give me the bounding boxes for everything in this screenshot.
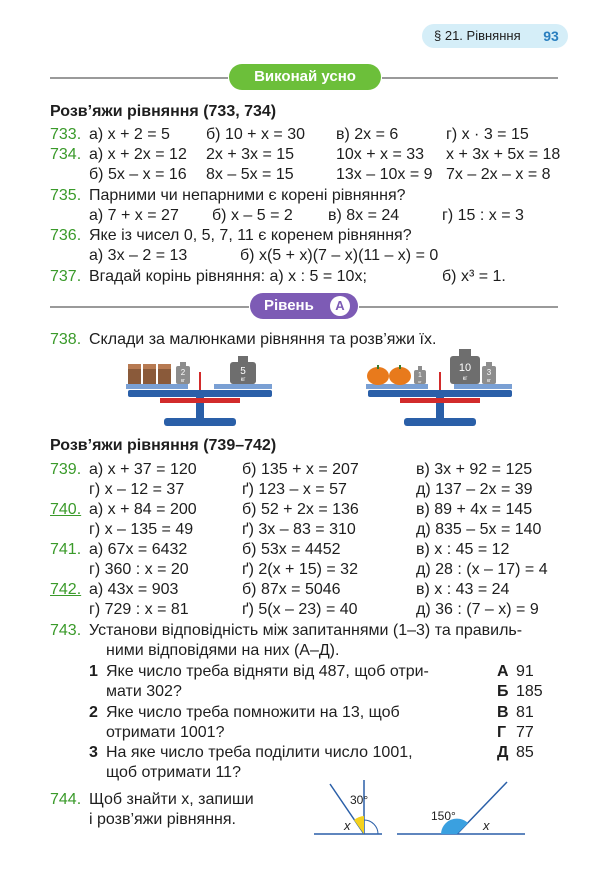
banner-oral: Виконай усно xyxy=(229,64,381,90)
banner-level xyxy=(250,293,358,319)
weight-label-10: 10 xyxy=(458,362,472,374)
box-icon xyxy=(128,364,171,384)
problem-734-number: 734. xyxy=(50,146,82,163)
problem-741-r2-2: д) 28 : (x – 17) = 4 xyxy=(416,561,548,578)
problem-742-r1-2: в) x : 43 = 24 xyxy=(416,581,510,598)
angle-x-label-2: x xyxy=(483,818,490,833)
problem-735-c: в) 8x = 24 xyxy=(328,207,400,224)
problem-734-r1-2: 10x + x = 33 xyxy=(336,146,425,163)
scale-beam xyxy=(128,390,272,397)
problem-737-b: б) x³ = 1. xyxy=(442,268,506,285)
problem-734-r1-1: 2x + 3x = 15 xyxy=(206,146,295,163)
weight-icon xyxy=(414,366,426,384)
problem-736-a: а) 3x – 2 = 13 xyxy=(89,247,188,264)
weight-icon xyxy=(176,362,190,384)
question-1-line-1: Яке число треба відняти від 487, щоб отри- xyxy=(106,663,429,680)
weight-icon xyxy=(230,356,256,384)
problem-737-number: 737. xyxy=(50,268,82,285)
problem-739-r2-2: д) 137 – 2x = 39 xyxy=(416,481,533,498)
problem-735-text: Парними чи непарними є корені рівняння? xyxy=(89,187,406,204)
problem-740-r2-0: г) x – 135 = 49 xyxy=(89,521,194,538)
heading-739-742: Розв’яжи рівняння (739–742) xyxy=(50,437,277,454)
page-number: 93 xyxy=(543,28,559,44)
problem-737-text: Вгадай корінь рівняння: а) x : 5 = 10x; xyxy=(89,268,367,285)
weight-label-3: 3 xyxy=(486,368,492,377)
level-letter-badge: А xyxy=(330,296,350,316)
problem-740-r1-2: в) 89 + 4x = 145 xyxy=(416,501,533,518)
problem-739-r1-0: а) x + 37 = 120 xyxy=(89,461,197,478)
balance-scale-left xyxy=(124,352,274,432)
angle-label-150: 150° xyxy=(431,809,456,823)
problem-735-d: г) 15 : x = 3 xyxy=(442,207,524,224)
problem-741-r2-1: ґ) 2(x + 15) = 32 xyxy=(242,561,358,578)
problem-738-text: Склади за малюнками рівняння та розв’яжи їх. xyxy=(89,331,437,348)
problem-733-number: 733. xyxy=(50,126,82,143)
problem-743-text-1: Установи відповідність між запитаннями (1–3) та правиль- xyxy=(89,622,523,639)
answer-letter-b: Б xyxy=(497,683,509,700)
problem-735-a: а) 7 + x = 27 xyxy=(89,207,179,224)
answer-letter-a: А xyxy=(497,663,509,680)
problem-740-number: 740. xyxy=(50,501,82,518)
problem-743-text-2: ними відповідями на них (А–Д). xyxy=(106,642,340,659)
answer-value-a: 91 xyxy=(516,663,534,680)
problem-742-number: 742. xyxy=(50,581,82,598)
problem-736-text: Яке із чисел 0, 5, 7, 11 є коренем рівняння? xyxy=(89,227,412,244)
weight-label-1: 1 xyxy=(418,372,422,379)
answer-value-v: 81 xyxy=(516,704,534,721)
balance-scale-right xyxy=(364,346,514,432)
question-2-line-2: отримати 1001? xyxy=(106,724,225,741)
weight-label-5: 5 xyxy=(240,366,246,377)
weight-icon xyxy=(482,362,496,384)
problem-741-r1-0: а) 67x = 6432 xyxy=(89,541,188,558)
angle-figure-150 xyxy=(395,778,527,840)
weight-unit-2: кг xyxy=(180,378,186,384)
banner-level-label: Рівень xyxy=(264,297,314,314)
question-1-line-2: мати 302? xyxy=(106,683,182,700)
problem-741-number: 741. xyxy=(50,541,82,558)
question-3-line-1: На яке число треба поділити число 1001, xyxy=(106,744,413,761)
problem-736-number: 736. xyxy=(50,227,82,244)
answer-letter-d: Д xyxy=(497,744,509,761)
problem-735-b: б) x – 5 = 2 xyxy=(212,207,293,224)
question-3-number: 3 xyxy=(89,744,98,761)
answer-letter-g: Г xyxy=(497,724,507,741)
answer-value-b: 185 xyxy=(516,683,543,700)
problem-741-r1-2: в) x : 45 = 12 xyxy=(416,541,510,558)
problem-742-r2-2: д) 36 : (7 – x) = 9 xyxy=(416,601,539,618)
section-title: § 21. Рівняння xyxy=(434,28,521,43)
problem-734-r1-3: x + 3x + 5x = 18 xyxy=(446,146,561,163)
problem-739-r1-2: в) 3x + 92 = 125 xyxy=(416,461,533,478)
problem-734-r2-0: б) 5x – x = 16 xyxy=(89,166,187,183)
problem-733-a: а) x + 2 = 5 xyxy=(89,126,170,143)
pumpkin-icon xyxy=(367,365,411,385)
problem-741-r2-0: г) 360 : x = 20 xyxy=(89,561,189,578)
divider-left-2 xyxy=(50,306,249,308)
weight-unit-10: кг xyxy=(462,376,468,382)
scale-pan-left xyxy=(126,384,188,389)
question-2-line-1: Яке число треба помножити на 13, щоб xyxy=(106,704,400,721)
problem-735-number: 735. xyxy=(50,187,82,204)
problem-740-r2-2: д) 835 – 5x = 140 xyxy=(416,521,542,538)
weight-unit-1: кг xyxy=(418,379,422,384)
problem-734-r2-1: 8x – 5x = 15 xyxy=(206,166,294,183)
problem-742-r1-1: б) 87x = 5046 xyxy=(242,581,341,598)
problem-740-r1-0: а) x + 84 = 200 xyxy=(89,501,197,518)
problem-744-number: 744. xyxy=(50,791,82,808)
problem-734-r2-3: 7x – 2x – x = 8 xyxy=(446,166,551,183)
scale-pan-right xyxy=(214,384,272,389)
problem-744-text-2: і розв’яжи рівняння. xyxy=(89,811,236,828)
divider-left-1 xyxy=(50,77,228,79)
problem-733-b: б) 10 + x = 30 xyxy=(206,126,305,143)
question-2-number: 2 xyxy=(89,704,98,721)
problem-741-r1-1: б) 53x = 4452 xyxy=(242,541,341,558)
problem-736-b: б) x(5 + x)(7 – x)(11 – x) = 0 xyxy=(240,247,439,264)
weight-label-2: 2 xyxy=(180,368,186,377)
divider-right-2 xyxy=(359,306,558,308)
question-1-number: 1 xyxy=(89,663,98,680)
problem-733-d: г) x · 3 = 15 xyxy=(446,126,529,143)
problem-734-r1-0: а) x + 2x = 12 xyxy=(89,146,187,163)
angle-figure-30 xyxy=(310,778,384,840)
question-3-line-2: щоб отримати 11? xyxy=(106,764,241,781)
problem-739-r2-0: г) x – 12 = 37 xyxy=(89,481,185,498)
angle-label-30: 30° xyxy=(350,793,369,807)
heading-733-734: Розв’яжи рівняння (733, 734) xyxy=(50,103,277,120)
angle-x-label-1: x xyxy=(344,818,351,833)
problem-740-r2-1: ґ) 3x – 83 = 310 xyxy=(242,521,356,538)
answer-value-g: 77 xyxy=(516,724,534,741)
problem-740-r1-1: б) 52 + 2x = 136 xyxy=(242,501,359,518)
problem-739-r2-1: ґ) 123 – x = 57 xyxy=(242,481,347,498)
weight-unit-5: кг xyxy=(240,377,246,383)
problem-744-text-1: Щоб знайти x, запиши xyxy=(89,791,254,808)
answer-value-d: 85 xyxy=(516,744,534,761)
problem-739-r1-1: б) 135 + x = 207 xyxy=(242,461,359,478)
problem-734-r2-2: 13x – 10x = 9 xyxy=(336,166,433,183)
problem-742-r2-1: ґ) 5(x – 23) = 40 xyxy=(242,601,358,618)
problem-742-r2-0: г) 729 : x = 81 xyxy=(89,601,189,618)
problem-742-r1-0: а) 43x = 903 xyxy=(89,581,179,598)
answer-letter-v: В xyxy=(497,704,509,721)
divider-right-1 xyxy=(382,77,558,79)
problem-733-c: в) 2x = 6 xyxy=(336,126,399,143)
weight-icon xyxy=(450,349,480,384)
weight-unit-3: кг xyxy=(486,378,492,384)
problem-739-number: 739. xyxy=(50,461,82,478)
scale-red-bar xyxy=(160,398,240,403)
problem-738-number: 738. xyxy=(50,331,82,348)
problem-743-number: 743. xyxy=(50,622,82,639)
